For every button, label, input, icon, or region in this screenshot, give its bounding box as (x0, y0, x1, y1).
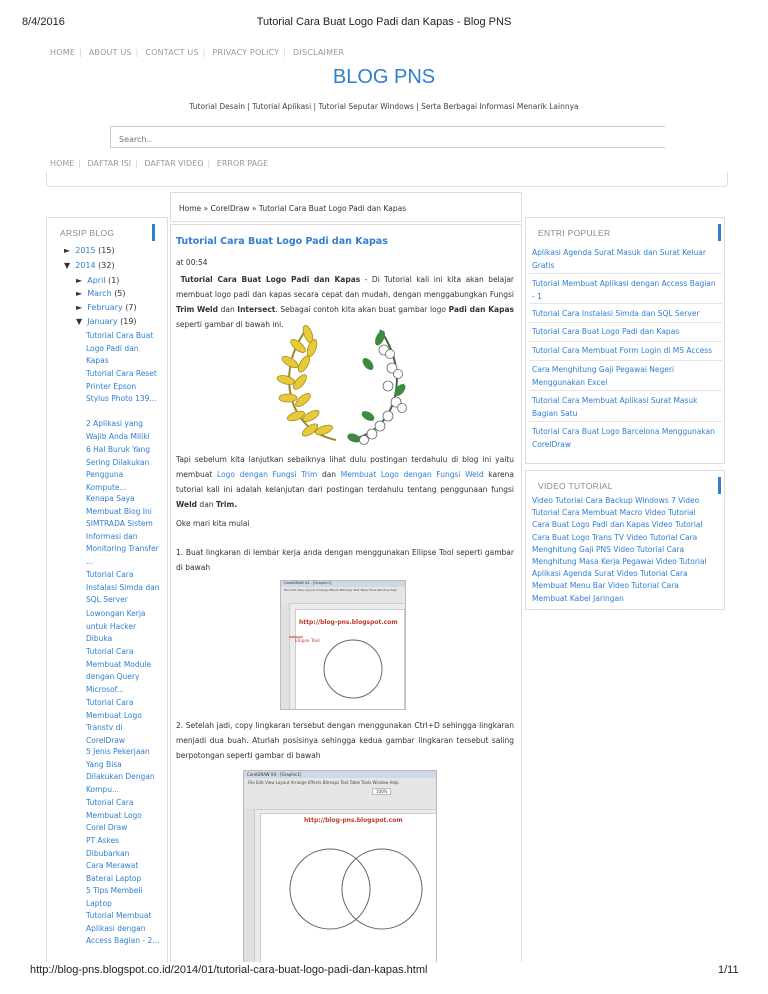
site-title[interactable]: BLOG PNS (332, 66, 436, 88)
post-paragraph-2 (176, 452, 514, 512)
divider (529, 421, 722, 422)
archive-month-january[interactable] (76, 317, 137, 326)
popular-post-link[interactable]: Aplikasi Agenda Surat Masuk dan Surat Keluar Gratis (532, 248, 706, 270)
archive-month-count: (1) (108, 276, 120, 285)
archive-year-2014[interactable] (64, 261, 115, 270)
archive-post-link[interactable]: 5 Tips Membeli Laptop (86, 886, 143, 908)
archive-post-link[interactable]: 6 Hal Buruk Yang Sering Dilakukan Pengguna Kompute... (86, 445, 150, 492)
archive-year-label[interactable]: 2014 (75, 261, 96, 270)
menu-text: File Edit View Layout Arrange Effects Bitmaps Text Table Tools Window Help (248, 779, 399, 785)
archive-post-link[interactable]: Tutorial Cara Instalasi Simda dan SQL Server (86, 570, 160, 604)
ellipse-tool-arrow (281, 581, 406, 710)
divider (529, 390, 722, 391)
divider (529, 273, 722, 274)
nav-disclaimer[interactable]: DISCLAIMER (293, 48, 345, 57)
archive-post-link[interactable]: 5 Jenis Pekerjaan Yang Bisa Dilakukan Dengan Kompu... (86, 747, 155, 794)
popular-post-link[interactable]: Tutorial Membuat Aplikasi dengan Access Bagian - 1 (532, 279, 716, 301)
archive-post-link[interactable]: 2 Aplikasi yang Wajib Anda Miliki (86, 419, 150, 441)
archive-month-count: (19) (120, 317, 137, 326)
subnav-error-page[interactable]: ERROR PAGE (216, 159, 269, 168)
popular-title: ENTRI POPULER (538, 228, 611, 238)
popular-post-link[interactable]: Tutorial Cara Instalasi Simda dan SQL Server (532, 309, 700, 318)
post-title[interactable]: Tutorial Cara Buat Logo Padi dan Kapas (176, 236, 388, 247)
popular-post-link[interactable]: Cara Menghitung Gaji Pegawai Negeri Menggunakan Excel (532, 365, 675, 387)
intersecting-circles (244, 771, 437, 962)
p2-and-2: dan (197, 500, 216, 509)
archive-post-link[interactable]: PT Askes Dibubarkan (86, 836, 130, 858)
divider (529, 360, 722, 361)
print-date: 8/4/2016 (22, 16, 65, 28)
intro-trim: Trim (176, 305, 195, 314)
window-title: CorelDRAW X4 - [Graphic1] (284, 581, 332, 585)
intro-text: - Di Tutorial kali ini kita akan belajar membuat logo padi dan kapas secara cepat dan mudah, dengan menggabungkan Fungsi (176, 275, 515, 299)
archive-post-link[interactable]: Kenapa Saya Membuat Blog Ini (86, 494, 152, 516)
divider (529, 303, 722, 304)
subnav-home[interactable]: HOME (50, 159, 75, 168)
intro-and: dan (218, 305, 238, 314)
padi-kapas-logo-image (276, 320, 410, 452)
print-footer-page: 1/11 (718, 964, 739, 976)
sub-nav: HOME | DAFTAR ISI | DAFTAR VIDEO | ERROR PAGE (50, 159, 269, 168)
popular-post-link[interactable]: Tutorial Cara Buat Logo Padi dan Kapas (532, 327, 680, 336)
step-1-text: 1. Buat lingkaran di lembar kerja anda dengan menggunakan Ellipse Tool seperti gambar di bawah (176, 548, 514, 572)
archive-month-label[interactable]: March (87, 289, 112, 298)
archive-post-link[interactable]: Tutorial Cara Buat Logo Padi dan Kapas (86, 331, 154, 365)
watermark-url: http://blog-pns.blogspot.com (304, 817, 403, 824)
print-footer-url: http://blog-pns.blogspot.co.id/2014/01/tutorial-cara-buat-logo-padi-dan-kapas.html (30, 964, 428, 976)
archive-post-link[interactable]: Tutorial Membuat Aplikasi dengan Access Bagian - 2... (86, 911, 160, 945)
p2-text-2: karena tutorial kali ini adalah kelanjutan dari postingan terdahulu tentang penggunaan fungsi (176, 470, 514, 494)
p2-text: Tapi sebelum kita lanjutkan sebaiknya lihat dulu postingan terdahulu di blog ini yaitu membuat (176, 455, 514, 479)
archive-month-february[interactable] (76, 303, 137, 312)
header-divider (46, 172, 728, 187)
intro-weld: Weld (196, 305, 219, 314)
video-title: VIDEO TUTORIAL (538, 481, 613, 491)
archive-post-link[interactable]: Tutorial Cara Membuat Logo Transtv di CorelDraw (86, 698, 142, 745)
p2-weld: Weld (176, 500, 198, 509)
archive-month-label[interactable]: February (87, 303, 123, 312)
post-timestamp: at 00:54 (176, 258, 208, 267)
ellipse-tool-label: Ellipse Tool (295, 639, 320, 644)
p2-and: dan (317, 470, 341, 479)
link-logo-weld[interactable]: Membuat Logo dengan Fungsi Weld (340, 470, 484, 479)
search-box (110, 126, 665, 148)
print-page-title: Tutorial Cara Buat Logo Padi dan Kapas - Blog PNS (256, 16, 512, 28)
expanded-arrow-icon[interactable]: ▼ (76, 317, 83, 326)
watermark-url: http://blog-pns.blogspot.com (299, 619, 398, 626)
archive-month-label[interactable]: April (87, 276, 106, 285)
screenshot-ellipse-tool (280, 580, 406, 710)
archive-post-link[interactable]: SIMTRADA Sistem Informasi dan Monitoring Transfer ... (86, 519, 159, 566)
archive-post-link[interactable]: Tutorial Cara Reset Printer Epson Stylus Photo 139... (86, 369, 157, 403)
popular-post-link[interactable]: Tutorial Cara Membuat Aplikasi Surat Masuk Bagian Satu (532, 396, 698, 418)
collapsed-arrow-icon[interactable]: ► (76, 276, 83, 285)
archive-month-count: (5) (114, 289, 126, 298)
archive-title-accent (152, 224, 155, 241)
archive-year-count: (32) (98, 261, 115, 270)
expanded-arrow-icon[interactable]: ▼ (64, 261, 71, 270)
intro-text-3: seperti gambar di bawah ini. (176, 320, 284, 329)
top-nav: HOME | ABOUT US | CONTACT US | PRIVACY POLICY | DISCLAIMER (50, 48, 345, 57)
video-title-accent (718, 477, 721, 494)
step-2-text: 2. Setelah jadi, copy lingkaran tersebut dengan menggunakan Ctrl+D sehingga lingkaran menjadi dua buah. Aturlah posisinya sehingga kedua gambar lingkaran tersebut saling berpotongan seperti gambar di bawah (176, 721, 514, 760)
subnav-daftar-video[interactable]: DAFTAR VIDEO (144, 159, 204, 168)
nav-privacy[interactable]: PRIVACY POLICY (212, 48, 280, 57)
nav-about[interactable]: ABOUT US (88, 48, 132, 57)
intro-title: Tutorial Cara Buat Logo Padi dan Kapas (180, 275, 361, 284)
window-title: CorelDRAW X4 - [Graphic1] (247, 772, 302, 777)
popular-post-link[interactable]: Tutorial Cara Buat Logo Barcelona Menggunakan CorelDraw (532, 427, 715, 449)
nav-home[interactable]: HOME (50, 48, 76, 57)
archive-month-label[interactable]: January (87, 317, 118, 326)
archive-month-march[interactable] (76, 289, 126, 298)
collapsed-arrow-icon[interactable]: ► (64, 246, 71, 255)
archive-month-count: (7) (125, 303, 137, 312)
popular-post-link[interactable]: Tutorial Cara Membuat Form Login di MS Access (532, 346, 713, 355)
screenshot-two-circles (243, 770, 437, 962)
site-description: Tutorial Desain | Tutorial Aplikasi | Tutorial Seputar Windows | Serta Berbagai Informasi Menarik Lainnya (189, 102, 579, 111)
post-paragraph-3: Oke mari kita mulai (176, 519, 250, 528)
intro-text-2: . Sebagai contoh kita akan buat gambar logo (275, 305, 449, 314)
archive-year-count: (15) (98, 246, 115, 255)
video-links[interactable]: Video Tutorial Cara Backup Windows 7 Video Tutorial Cara Membuat Macro Video Tutorial Cara Buat Logo Padi dan Kapas Video Tutorial Cara Buat Logo Trans TV Video Tutorial Cara Menghitung Gaji PNS Video Tutorial Cara Menghitung Masa Kerja Pegawai Video Tutorial Aplikasi Agenda Surat Video Tutorial Cara Membuat Menu Bar Video Tutorial Cara Membuat Kabel Jaringan (532, 496, 707, 603)
popular-title-accent (718, 224, 721, 241)
p2-trim: Trim. (215, 500, 238, 509)
search-input[interactable] (119, 135, 619, 144)
divider (529, 341, 722, 342)
divider (529, 322, 722, 323)
intro-intersect: Intersect (237, 305, 276, 314)
breadcrumb[interactable]: Home » CorelDraw » Tutorial Cara Buat Logo Padi dan Kapas (170, 192, 522, 222)
intro-padi-kapas: Padi dan Kapas (448, 305, 514, 314)
archive-year-label[interactable]: 2015 (75, 246, 96, 255)
collapsed-arrow-icon[interactable]: ► (76, 303, 83, 312)
zoom-level[interactable]: 100% (372, 788, 391, 795)
subnav-daftar-isi[interactable]: DAFTAR ISI (87, 159, 132, 168)
archive-title: ARSIP BLOG (60, 228, 115, 238)
archive-post-link[interactable]: Lowongan Kerja untuk Hacker Dibuka (86, 609, 146, 643)
archive-post-link[interactable]: Cara Merawat Baterai Laptop (86, 861, 142, 883)
archive-post-link[interactable]: Tutorial Cara Membuat Logo Corel Draw (86, 798, 142, 832)
link-logo-trim[interactable]: Logo dengan Fungsi Trim (216, 470, 318, 479)
archive-post-link[interactable]: Tutorial Cara Membuat Module dengan Query Microsof... (86, 647, 152, 694)
archive-year-2015[interactable] (64, 246, 115, 255)
menu-text: File Edit View Layout Arrange Effects Bitmaps Text Table Tools Window Help (284, 588, 397, 592)
nav-contact[interactable]: CONTACT US (145, 48, 199, 57)
collapsed-arrow-icon[interactable]: ► (76, 289, 83, 298)
archive-month-april[interactable] (76, 276, 119, 285)
